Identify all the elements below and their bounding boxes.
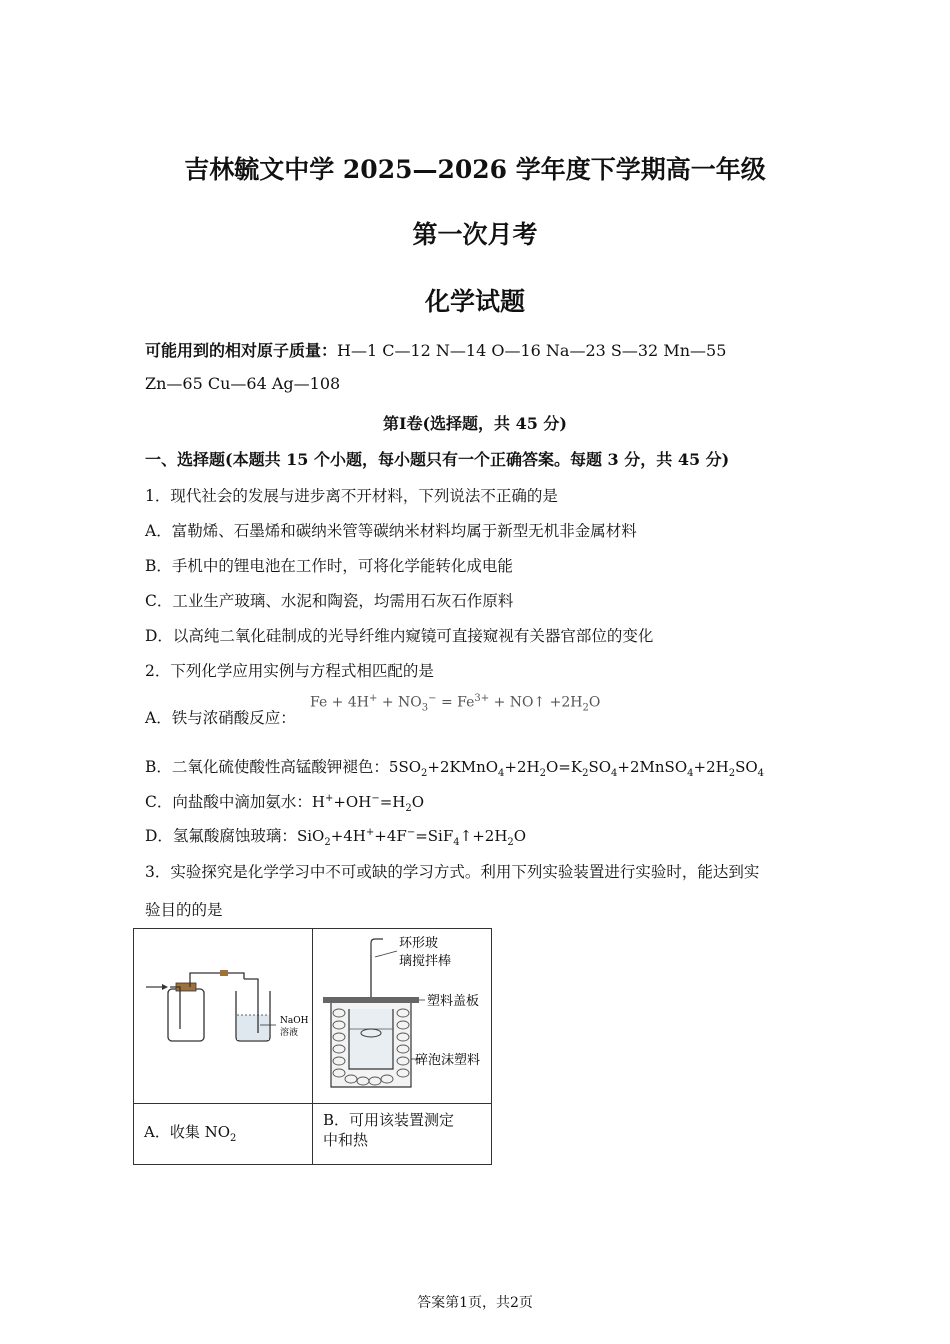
calorimeter-figure [313,929,491,1099]
gas-collection-apparatus-figure [134,929,312,1099]
q2-option-d-equation: $SiO_2+4H^++4F^-=SiF_4↑+2H_2O$ [296,827,527,848]
subject-title: 化学试题 [424,287,525,316]
q2-option-d-label: D．氢氟酸腐蚀玻璃： [145,827,297,845]
foam-label: 碎泡沫塑料 [415,1053,481,1068]
q2-option-b [145,755,764,779]
q3-option-b-line2: 中和热 [323,1131,369,1149]
q3-option-a-cell [134,1104,313,1165]
q2-option-d [145,824,526,848]
q3-option-b-line1: B．可用该装置测定 [323,1111,455,1129]
q2-option-b-equation: $5SO_2+2KMnO_4+2H_2O=K_2SO_4+2MnSO_4+2H_2SO_4$ [388,758,765,779]
q2-option-a-equation: $Fe + 4H^+ + NO_3^- = Fe^{3+}$ + NO↑ $+2H_2O$ [310,693,601,714]
q2-option-a-label: A．铁与浓硝酸反应： [145,709,296,727]
atomic-mass-values1: H—1 C—12 N—14 O—16 Na—23 S—32 Mn—55 [337,341,727,360]
q1-stem: 1．现代社会的发展与进步离不开材料，下列说法不正确的是 [145,487,558,505]
school-title: 吉林毓文中学 2025—2026 学年度下学期高一年级 [184,155,766,184]
q1-option-d: D．以高纯二氧化硅制成的光导纤维内窥镜可直接窥视有关器官部位的变化 [145,627,654,645]
stirring-rod-label-1: 环形玻 [399,936,439,951]
q3-stem-line2: 验目的的是 [145,901,223,919]
stirring-rod-label-2: 璃搅拌棒 [399,954,452,969]
q1-option-a: A．富勒烯、石墨烯和碳纳米管等碳纳米材料均属于新型无机非金属材料 [145,522,637,540]
q3-option-a: A．收集 $NO_2$ [144,1123,237,1144]
plastic-cover-label: 塑料盖板 [427,994,480,1009]
atomic-mass-label: 可能用到的相对原子质量： [145,341,338,360]
atomic-mass-line2: Zn—65 Cu—64 Ag—108 [145,374,341,393]
q3-option-b-cell [313,1104,492,1165]
q3-option-a-text: A．收集 NO [144,1123,231,1141]
q3-figure-a-cell [134,929,313,1104]
atomic-mass-line1 [145,338,726,361]
q2-option-c-label: C．向盐酸中滴加氨水： [145,793,312,811]
volume-title: 第Ⅰ卷(选择题，共 45 分) [382,414,568,433]
part-title: 一、选择题(本题共 15 个小题，每小题只有一个正确答案。每题 3 分，共 45 分) [145,450,730,469]
naoh-label: NaOH [280,1016,309,1026]
q3-apparatus-table [133,928,492,1165]
q2-option-c [145,790,424,814]
q3-stem-line1: 3．实验探究是化学学习中不可或缺的学习方式。利用下列实验装置进行实验时，能达到实 [145,863,760,881]
q1-option-c: C．工业生产玻璃、水泥和陶瓷，均需用石灰石作原料 [145,592,514,610]
q3-figure-b-cell [313,929,492,1104]
q2-stem: 2．下列化学应用实例与方程式相匹配的是 [145,662,434,680]
page-footer: 答案第1页，共2页 [417,1295,533,1311]
q2-option-c-equation: $H^++OH^-=H_2O$ [311,793,425,814]
exam-title: 第一次月考 [412,220,538,249]
q2-option-a [145,706,296,728]
q1-option-b: B．手机中的锂电池在工作时，可将化学能转化成电能 [145,557,513,575]
solution-label: 溶液 [280,1028,299,1038]
q2-option-b-label: B．二氧化硫使酸性高锰酸钾褪色： [145,758,389,776]
